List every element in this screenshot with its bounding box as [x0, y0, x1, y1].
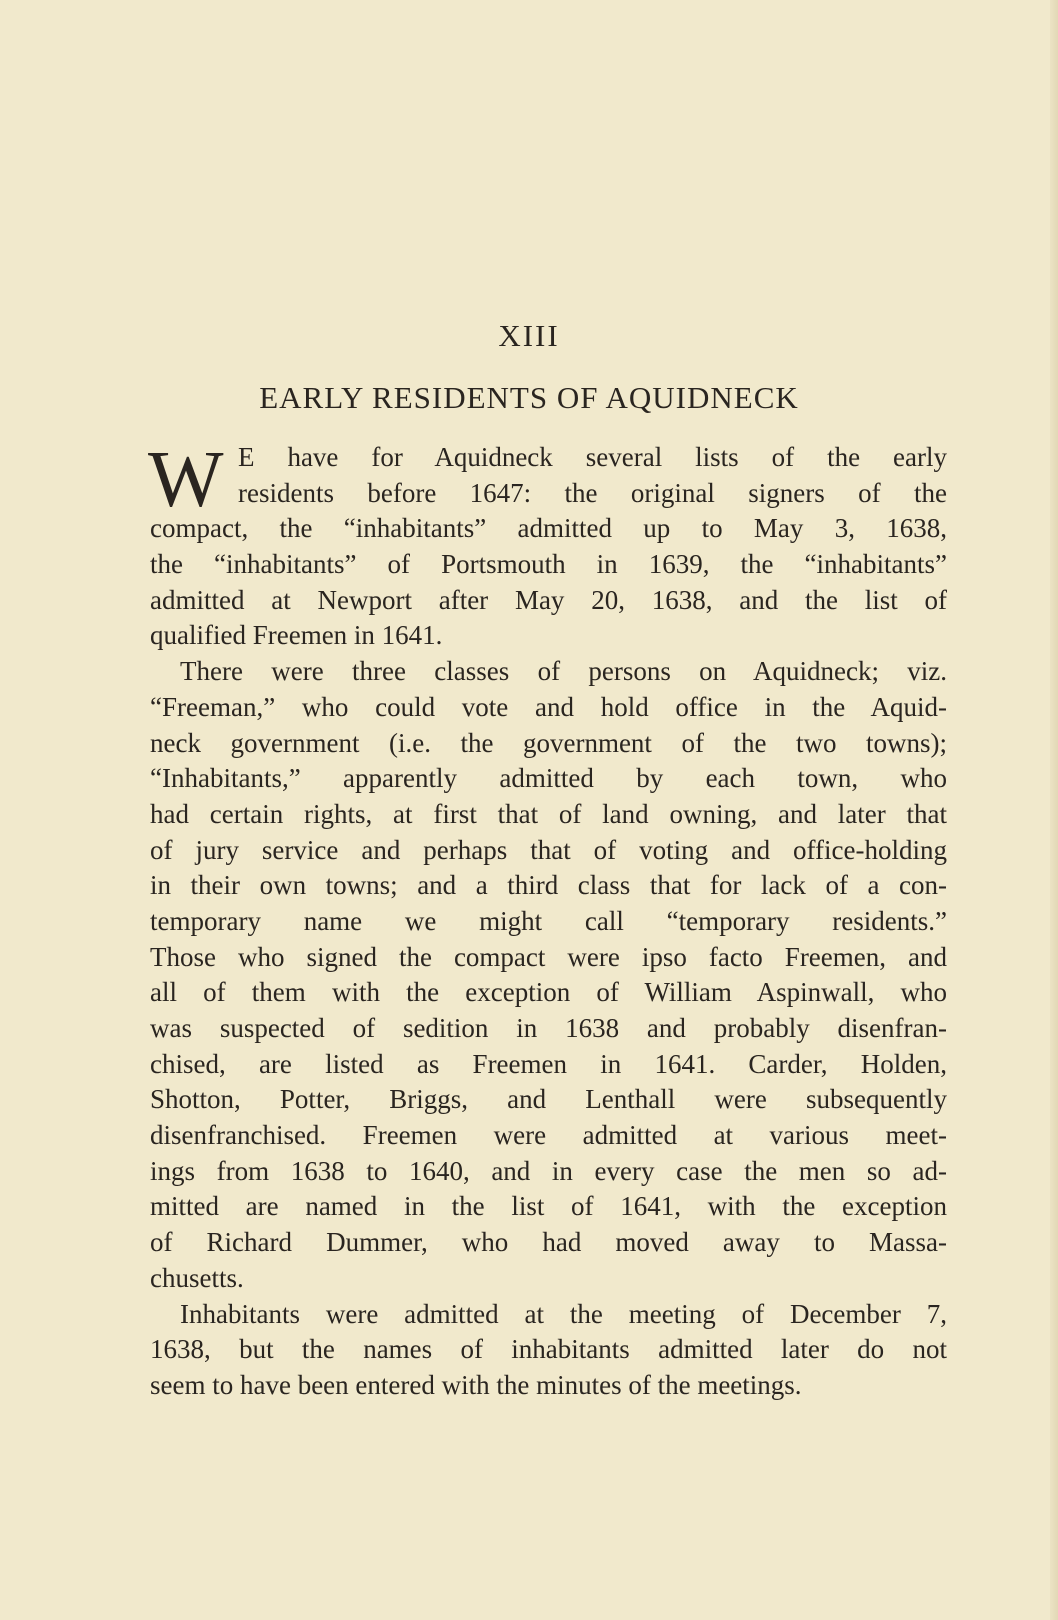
text-line: Inhabitants were admitted at the meeting of December 7, [180, 1298, 947, 1329]
text-line: mitted are named in the list of 1641, with the exception [150, 1191, 947, 1222]
text-line: ings from 1638 to 1640, and in every case the men so ad- [150, 1155, 947, 1186]
drop-cap: W [148, 436, 224, 524]
text-line: of jury service and perhaps that of voting and office-holding [150, 834, 947, 865]
text-line: Shotton, Potter, Briggs, and Lenthall were subsequently [150, 1084, 947, 1115]
text-line: chised, are listed as Freemen in 1641. Carder, Holden, [150, 1048, 947, 1079]
text-line: had certain rights, at first that of land owning, and later that [150, 798, 947, 829]
text-line: was suspected of sedition in 1638 and probably disenfran- [150, 1013, 947, 1043]
text-line: in their own towns; and a third class that for lack of a con- [150, 870, 947, 901]
text-line: There were three classes of persons on Aquidneck; viz. [180, 656, 947, 687]
text-line: “Freeman,” who could vote and hold office in the Aquid- [150, 691, 947, 722]
text-line: temporary name we might call “temporary residents.” [150, 905, 947, 936]
chapter-title: EARLY RESIDENTS OF AQUIDNECK [259, 380, 799, 415]
chapter-number: XIII [498, 318, 560, 353]
text-line: of Richard Dummer, who had moved away to Massa- [150, 1227, 947, 1258]
text-line: compact, the “inhabitants” admitted up to May 3, 1638, [150, 513, 947, 544]
text-line: seem to have been entered with the minutes of the meetings. [150, 1369, 802, 1400]
text-line: “Inhabitants,” apparently admitted by each town, who [150, 763, 947, 794]
text-line: the “inhabitants” of Portsmouth in 1639, the “inhabitants” [150, 549, 947, 580]
text-line: admitted at Newport after May 20, 1638, and the list of [150, 584, 947, 615]
page-edge [1050, 0, 1058, 1620]
text-line: qualified Freemen in 1641. [150, 620, 443, 651]
text-line: disenfranchised. Freemen were admitted at various meet- [150, 1120, 947, 1151]
text-line: E have for Aquidneck several lists of the early [238, 442, 947, 472]
text-line: all of them with the exception of William Aspinwall, who [150, 977, 947, 1008]
text-line: residents before 1647: the original signers of the [238, 477, 947, 508]
text-line: neck government (i.e. the government of the two towns); [150, 727, 947, 758]
text-line: Those who signed the compact were ipso facto Freemen, and [150, 941, 947, 972]
text-line: chusetts. [150, 1262, 244, 1293]
text-line: 1638, but the names of inhabitants admitted later do not [150, 1334, 947, 1365]
body-text [148, 436, 947, 1404]
